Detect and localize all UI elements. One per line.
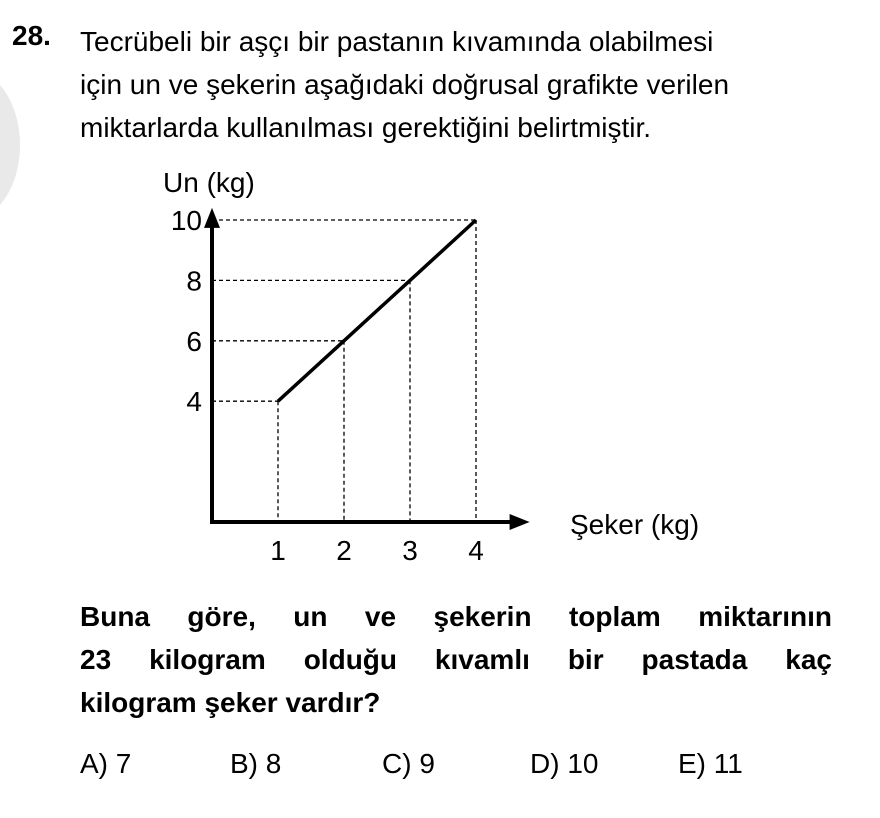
x-tick-label: 2	[336, 535, 352, 566]
choice-d[interactable]: D) 10	[530, 748, 599, 779]
y-tick-label: 8	[186, 265, 202, 297]
question-text-line: Tecrübeli bir aşçı bir pastanın kıvamında olabilmesi	[80, 26, 714, 57]
y-tick-label: 10	[170, 205, 202, 236]
question-text-line: miktarlarda kullanılması gerektiğini belirtmiştir.	[80, 112, 652, 143]
y-tick-label: 6	[186, 325, 202, 357]
x-axis-arrow	[510, 514, 530, 530]
question-number: 28.	[12, 20, 51, 51]
x-tick-label: 1	[270, 535, 286, 566]
chart-ticks	[171, 205, 484, 566]
x-tick-label: 3	[402, 535, 418, 566]
choice-a[interactable]: A) 7	[80, 748, 132, 779]
choice-e[interactable]: E) 11	[678, 748, 743, 779]
x-tick-label: 4	[468, 535, 484, 566]
choice-b[interactable]: B) 8	[230, 748, 282, 779]
series-line	[278, 220, 476, 401]
chart-axes	[204, 208, 530, 530]
question-prompt-line: Buna göre, un ve şekerin toplam miktarının	[80, 601, 832, 632]
x-axis-label: Şeker (kg)	[570, 509, 700, 540]
question-prompt-line: kilogram şeker vardır?	[80, 687, 381, 718]
question-prompt	[80, 595, 832, 724]
y-axis-label: Un (kg)	[163, 167, 255, 198]
y-axis-arrow	[204, 208, 220, 228]
y-tick-label: 4	[186, 386, 202, 418]
dashed-guides	[212, 220, 476, 522]
choice-c[interactable]: C) 9	[382, 748, 435, 779]
question-text-line: için un ve şekerin aşağıdaki doğrusal grafikte verilen	[80, 69, 730, 100]
answer-choices	[80, 748, 840, 788]
question-text	[80, 20, 840, 149]
line-chart	[0, 160, 880, 580]
question-prompt-line: 23 kilogram olduğu kıvamlı bir pastada kaç	[80, 644, 832, 675]
chart-series	[278, 220, 476, 401]
